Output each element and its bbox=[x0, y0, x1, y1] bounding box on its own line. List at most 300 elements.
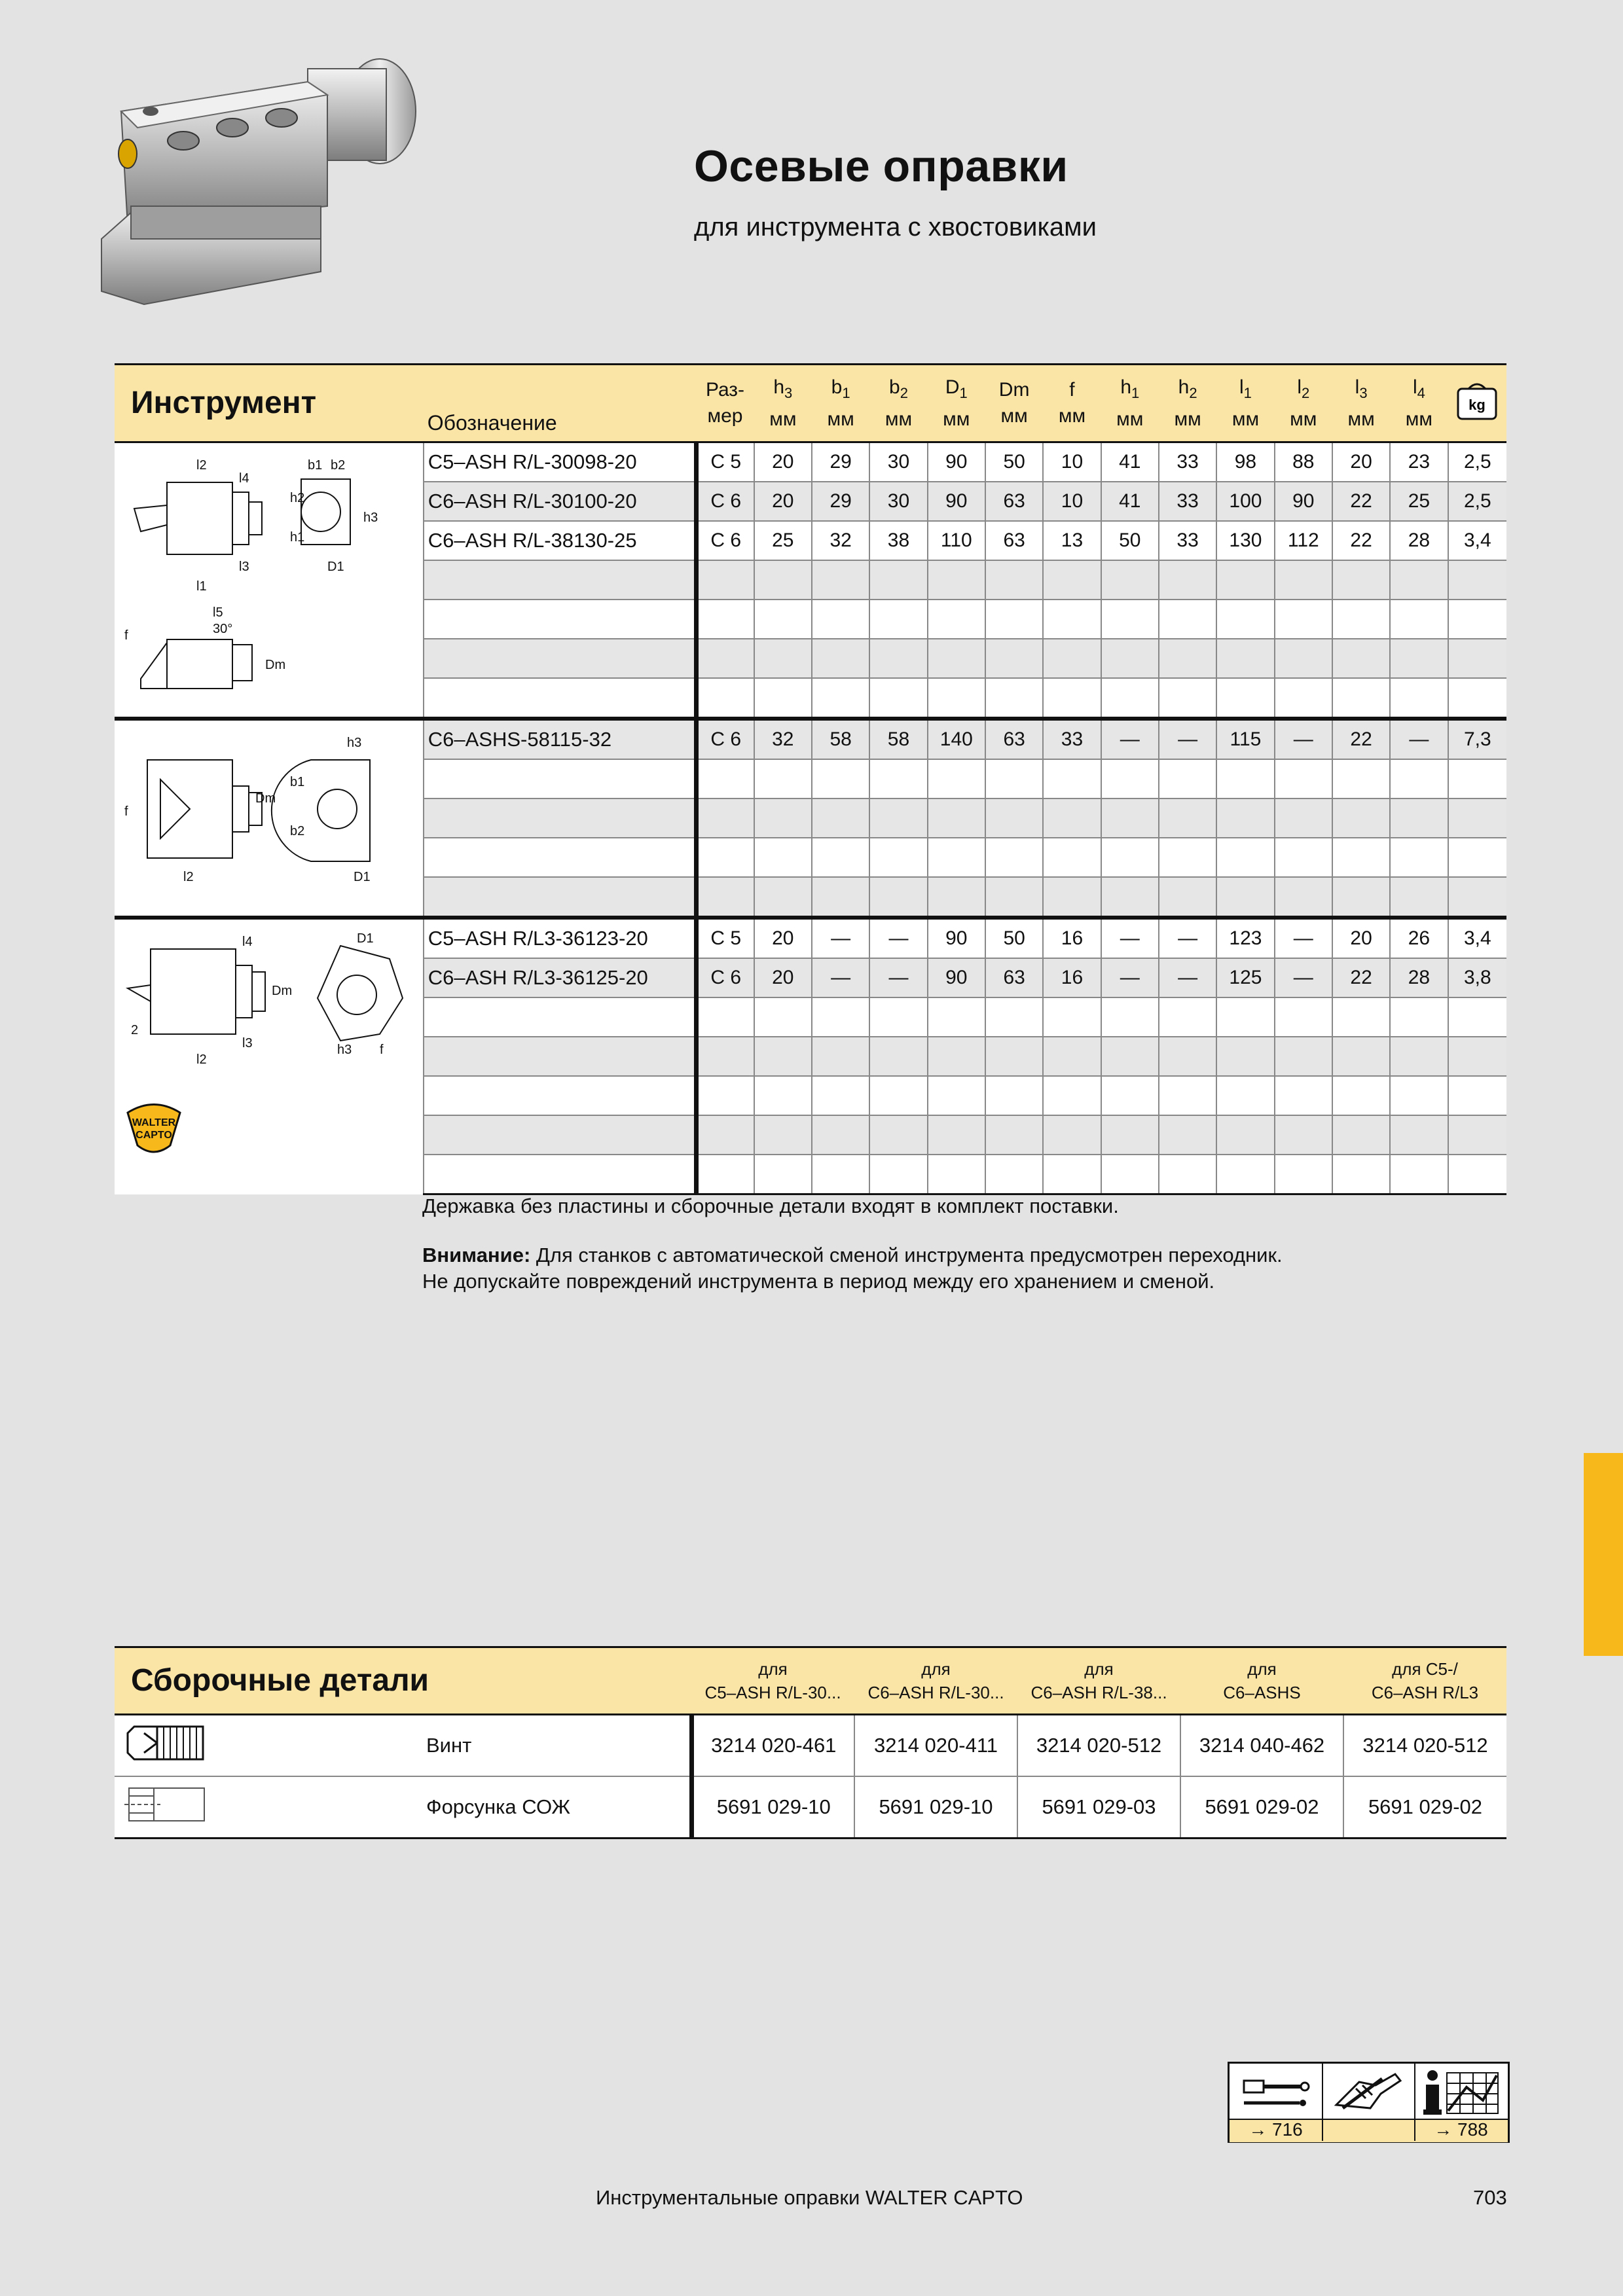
parts-table-title: Сборочные детали bbox=[115, 1647, 691, 1715]
note-damage: Не допускайте повреждений инструмента в период между его хранением и сменой. bbox=[422, 1270, 1215, 1293]
value-cell: 20 bbox=[754, 958, 812, 997]
value-cell: 41 bbox=[1101, 442, 1159, 482]
designation-cell: C6–ASH R/L-38130-25 bbox=[424, 521, 697, 560]
value-cell: 41 bbox=[1101, 482, 1159, 521]
parts-col-5: для C5-/ C6–ASH R/L3 bbox=[1343, 1647, 1506, 1715]
part-name: Форсунка СОЖ bbox=[422, 1776, 691, 1839]
svg-text:2: 2 bbox=[131, 1023, 139, 1037]
empty-cell bbox=[754, 1115, 812, 1155]
designation-cell: C6–ASH R/L-30100-20 bbox=[424, 482, 697, 521]
empty-cell bbox=[1332, 560, 1390, 600]
h1-header: $h_1$ мм bbox=[1101, 365, 1159, 442]
empty-cell bbox=[696, 560, 754, 600]
empty-cell bbox=[754, 759, 812, 798]
value-cell: C 6 bbox=[696, 719, 754, 759]
value-cell: 30 bbox=[869, 482, 927, 521]
value-cell: 20 bbox=[754, 918, 812, 958]
value-cell: 10 bbox=[1043, 482, 1101, 521]
empty-cell bbox=[1216, 1155, 1274, 1194]
value-cell: 58 bbox=[869, 719, 927, 759]
empty-cell bbox=[1390, 639, 1448, 678]
empty-cell bbox=[985, 639, 1043, 678]
empty-cell bbox=[1390, 838, 1448, 877]
empty-cell bbox=[754, 678, 812, 719]
empty-cell bbox=[985, 798, 1043, 838]
value-cell: — bbox=[1101, 719, 1159, 759]
empty-cell bbox=[1043, 560, 1101, 600]
empty-cell bbox=[812, 1037, 869, 1076]
part-number: 5691 029-10 bbox=[854, 1776, 1017, 1839]
designation-cell: C5–ASH R/L-30098-20 bbox=[424, 442, 697, 482]
designation-header: Обозначение bbox=[424, 365, 697, 442]
note-warning-text: Для станков с автоматической сменой инструмента предусмотрен переходник. bbox=[530, 1244, 1283, 1266]
empty-cell bbox=[928, 838, 985, 877]
value-cell: 63 bbox=[985, 482, 1043, 521]
value-cell: 2,5 bbox=[1448, 442, 1506, 482]
value-cell: 38 bbox=[869, 521, 927, 560]
value-cell: — bbox=[869, 918, 927, 958]
empty-cell bbox=[1448, 600, 1506, 639]
empty-cell bbox=[754, 798, 812, 838]
empty-cell bbox=[1101, 639, 1159, 678]
empty-cell bbox=[869, 1115, 927, 1155]
empty-cell bbox=[1390, 1037, 1448, 1076]
value-cell: 140 bbox=[928, 719, 985, 759]
value-cell: 23 bbox=[1390, 442, 1448, 482]
value-cell: 32 bbox=[812, 521, 869, 560]
value-cell: 33 bbox=[1159, 482, 1216, 521]
empty-cell bbox=[1159, 838, 1216, 877]
value-cell: 20 bbox=[754, 482, 812, 521]
empty-cell bbox=[869, 997, 927, 1037]
empty-cell bbox=[1101, 1115, 1159, 1155]
value-cell: — bbox=[1390, 719, 1448, 759]
value-cell: 115 bbox=[1216, 719, 1274, 759]
value-cell: 50 bbox=[1101, 521, 1159, 560]
empty-cell bbox=[1448, 678, 1506, 719]
svg-text:Dm: Dm bbox=[255, 791, 276, 806]
value-cell: 29 bbox=[812, 442, 869, 482]
empty-cell bbox=[424, 997, 697, 1037]
empty-cell bbox=[424, 560, 697, 600]
empty-cell bbox=[1216, 600, 1274, 639]
parts-col-3: для C6–ASH R/L-38... bbox=[1017, 1647, 1180, 1715]
screw-icon bbox=[115, 1715, 422, 1777]
empty-cell bbox=[812, 997, 869, 1037]
svg-text:D1: D1 bbox=[354, 870, 371, 884]
svg-text:l5: l5 bbox=[213, 605, 223, 620]
svg-text:h3: h3 bbox=[363, 511, 378, 525]
empty-cell bbox=[1159, 1037, 1216, 1076]
tool-row bbox=[115, 719, 1506, 759]
value-cell: 50 bbox=[985, 442, 1043, 482]
tool-holder-image bbox=[92, 56, 432, 314]
empty-cell bbox=[754, 877, 812, 918]
empty-cell bbox=[1159, 1115, 1216, 1155]
empty-cell bbox=[1332, 838, 1390, 877]
empty-cell bbox=[869, 759, 927, 798]
empty-cell bbox=[696, 838, 754, 877]
empty-cell bbox=[696, 600, 754, 639]
empty-cell bbox=[696, 1115, 754, 1155]
part-name: Винт bbox=[422, 1715, 691, 1777]
empty-cell bbox=[869, 678, 927, 719]
value-cell: 123 bbox=[1216, 918, 1274, 958]
empty-cell bbox=[1448, 1037, 1506, 1076]
value-cell: — bbox=[1275, 918, 1332, 958]
empty-cell bbox=[812, 678, 869, 719]
empty-cell bbox=[1390, 798, 1448, 838]
page-number: 703 bbox=[1473, 2186, 1507, 2209]
parts-col-4: для C6–ASHS bbox=[1180, 1647, 1343, 1715]
empty-cell bbox=[1043, 678, 1101, 719]
empty-cell bbox=[1216, 678, 1274, 719]
wrench-icon bbox=[1237, 2073, 1315, 2111]
empty-cell bbox=[1101, 1076, 1159, 1115]
empty-cell bbox=[812, 1115, 869, 1155]
empty-cell bbox=[1448, 997, 1506, 1037]
tool-table-title: Инструмент bbox=[115, 365, 424, 442]
empty-cell bbox=[985, 1115, 1043, 1155]
empty-cell bbox=[1275, 560, 1332, 600]
svg-text:h1: h1 bbox=[290, 530, 305, 545]
svg-text:b1: b1 bbox=[290, 775, 305, 789]
note-warning bbox=[422, 1244, 1283, 1267]
parts-col-1: для C5–ASH R/L-30... bbox=[691, 1647, 854, 1715]
value-cell: 13 bbox=[1043, 521, 1101, 560]
empty-cell bbox=[869, 1037, 927, 1076]
value-cell: 28 bbox=[1390, 521, 1448, 560]
empty-cell bbox=[1159, 600, 1216, 639]
value-cell: 20 bbox=[754, 442, 812, 482]
ref-link-788[interactable]: → 788 bbox=[1434, 2119, 1488, 2140]
empty-cell bbox=[1332, 639, 1390, 678]
empty-cell bbox=[1275, 1155, 1332, 1194]
empty-cell bbox=[754, 838, 812, 877]
value-cell: — bbox=[812, 958, 869, 997]
tool-table bbox=[115, 363, 1506, 1195]
parts-col-2: для C6–ASH R/L-30... bbox=[854, 1647, 1017, 1715]
value-cell: 25 bbox=[754, 521, 812, 560]
value-cell: 22 bbox=[1332, 958, 1390, 997]
value-cell: 16 bbox=[1043, 958, 1101, 997]
empty-cell bbox=[1390, 560, 1448, 600]
tool-drawing-2 bbox=[115, 721, 422, 910]
value-cell: 3,4 bbox=[1448, 521, 1506, 560]
svg-text:h3: h3 bbox=[347, 736, 362, 750]
value-cell: 63 bbox=[985, 958, 1043, 997]
empty-cell bbox=[1390, 759, 1448, 798]
empty-cell bbox=[869, 838, 927, 877]
svg-text:l1: l1 bbox=[196, 579, 207, 594]
empty-cell bbox=[424, 1115, 697, 1155]
hand-tool-icon bbox=[1330, 2069, 1407, 2115]
value-cell: 7,3 bbox=[1448, 719, 1506, 759]
value-cell: 22 bbox=[1332, 719, 1390, 759]
section-tab-marker bbox=[1584, 1453, 1623, 1656]
empty-cell bbox=[812, 639, 869, 678]
empty-cell bbox=[1448, 639, 1506, 678]
value-cell: 50 bbox=[985, 918, 1043, 958]
svg-text:kg: kg bbox=[1468, 396, 1486, 413]
page-title: Осевые оправки bbox=[694, 141, 1068, 191]
empty-cell bbox=[1216, 798, 1274, 838]
value-cell: 25 bbox=[1390, 482, 1448, 521]
empty-cell bbox=[1275, 600, 1332, 639]
page-subtitle: для инструмента с хвостовиками bbox=[694, 213, 1097, 242]
empty-cell bbox=[1101, 1155, 1159, 1194]
empty-cell bbox=[985, 600, 1043, 639]
empty-cell bbox=[424, 639, 697, 678]
l4-header: $l_4$ мм bbox=[1390, 365, 1448, 442]
empty-cell bbox=[1043, 759, 1101, 798]
empty-cell bbox=[1332, 997, 1390, 1037]
empty-cell bbox=[1448, 838, 1506, 877]
part-number: 5691 029-03 bbox=[1017, 1776, 1180, 1839]
svg-text:Dm: Dm bbox=[272, 984, 293, 998]
empty-cell bbox=[985, 1037, 1043, 1076]
value-cell: 26 bbox=[1390, 918, 1448, 958]
empty-cell bbox=[1275, 1115, 1332, 1155]
empty-cell bbox=[1448, 877, 1506, 918]
value-cell: — bbox=[1275, 958, 1332, 997]
svg-text:CAPTO: CAPTO bbox=[136, 1130, 173, 1141]
empty-cell bbox=[754, 1155, 812, 1194]
empty-cell bbox=[1332, 1037, 1390, 1076]
empty-cell bbox=[696, 1037, 754, 1076]
empty-cell bbox=[985, 1155, 1043, 1194]
part-number: 3214 020-512 bbox=[1343, 1715, 1506, 1777]
value-cell: 22 bbox=[1332, 521, 1390, 560]
empty-cell bbox=[869, 560, 927, 600]
l3-header: $l_3$ мм bbox=[1332, 365, 1390, 442]
l1-header: $l_1$ мм bbox=[1216, 365, 1274, 442]
empty-cell bbox=[1159, 639, 1216, 678]
value-cell: 28 bbox=[1390, 958, 1448, 997]
d1-header: $D_1$ мм bbox=[928, 365, 985, 442]
empty-cell bbox=[696, 1155, 754, 1194]
empty-cell bbox=[696, 759, 754, 798]
empty-cell bbox=[1101, 560, 1159, 600]
empty-cell bbox=[812, 798, 869, 838]
svg-text:l4: l4 bbox=[242, 935, 253, 949]
svg-text:30°: 30° bbox=[213, 622, 233, 636]
empty-cell bbox=[1216, 639, 1274, 678]
empty-cell bbox=[424, 759, 697, 798]
empty-cell bbox=[1275, 877, 1332, 918]
parts-row-screw bbox=[115, 1715, 1506, 1777]
value-cell: 16 bbox=[1043, 918, 1101, 958]
value-cell: — bbox=[1159, 958, 1216, 997]
empty-cell bbox=[1275, 997, 1332, 1037]
value-cell: 20 bbox=[1332, 918, 1390, 958]
empty-cell bbox=[1275, 1037, 1332, 1076]
value-cell: 90 bbox=[1275, 482, 1332, 521]
designation-cell: C5–ASH R/L3-36123-20 bbox=[424, 918, 697, 958]
empty-cell bbox=[1101, 759, 1159, 798]
designation-cell: C6–ASHS-58115-32 bbox=[424, 719, 697, 759]
empty-cell bbox=[1159, 678, 1216, 719]
empty-cell bbox=[424, 1155, 697, 1194]
empty-cell bbox=[985, 1076, 1043, 1115]
empty-cell bbox=[928, 1155, 985, 1194]
empty-cell bbox=[1275, 678, 1332, 719]
parts-table-header bbox=[115, 1647, 1506, 1715]
tool-drawing-3 bbox=[115, 920, 422, 1181]
value-cell: — bbox=[1101, 958, 1159, 997]
value-cell: 100 bbox=[1216, 482, 1274, 521]
empty-cell bbox=[1332, 1115, 1390, 1155]
empty-cell bbox=[1101, 838, 1159, 877]
value-cell: — bbox=[1159, 719, 1216, 759]
note-warning-label: Внимание: bbox=[422, 1244, 531, 1266]
empty-cell bbox=[1332, 877, 1390, 918]
value-cell: C 5 bbox=[696, 442, 754, 482]
value-cell: 2,5 bbox=[1448, 482, 1506, 521]
empty-cell bbox=[812, 600, 869, 639]
empty-cell bbox=[985, 759, 1043, 798]
value-cell: — bbox=[1275, 719, 1332, 759]
empty-cell bbox=[812, 1076, 869, 1115]
svg-text:f: f bbox=[380, 1043, 384, 1057]
tool-row bbox=[115, 918, 1506, 958]
empty-cell bbox=[985, 678, 1043, 719]
empty-cell bbox=[1043, 1076, 1101, 1115]
b1-header: $b_1$ мм bbox=[812, 365, 869, 442]
empty-cell bbox=[985, 997, 1043, 1037]
empty-cell bbox=[928, 759, 985, 798]
value-cell: 112 bbox=[1275, 521, 1332, 560]
value-cell: C 6 bbox=[696, 482, 754, 521]
value-cell: 29 bbox=[812, 482, 869, 521]
empty-cell bbox=[1216, 560, 1274, 600]
empty-cell bbox=[1043, 1115, 1101, 1155]
empty-cell bbox=[1043, 639, 1101, 678]
part-number: 5691 029-02 bbox=[1180, 1776, 1343, 1839]
empty-cell bbox=[696, 997, 754, 1037]
empty-cell bbox=[1275, 639, 1332, 678]
empty-cell bbox=[985, 560, 1043, 600]
empty-cell bbox=[812, 877, 869, 918]
svg-text:l4: l4 bbox=[239, 471, 249, 486]
weight-header bbox=[1448, 365, 1506, 442]
empty-cell bbox=[1332, 798, 1390, 838]
tool-drawing-1 bbox=[115, 443, 422, 705]
svg-text:h2: h2 bbox=[290, 491, 305, 505]
value-cell: C 6 bbox=[696, 958, 754, 997]
value-cell: C 6 bbox=[696, 521, 754, 560]
empty-cell bbox=[754, 560, 812, 600]
empty-cell bbox=[1101, 600, 1159, 639]
empty-cell bbox=[1448, 1115, 1506, 1155]
drawing-cell-1 bbox=[115, 442, 424, 719]
empty-cell bbox=[1216, 1115, 1274, 1155]
svg-text:f: f bbox=[124, 628, 128, 643]
l2-header: $l_2$ мм bbox=[1275, 365, 1332, 442]
empty-cell bbox=[1159, 560, 1216, 600]
empty-cell bbox=[928, 560, 985, 600]
empty-cell bbox=[424, 798, 697, 838]
empty-cell bbox=[812, 759, 869, 798]
value-cell: 58 bbox=[812, 719, 869, 759]
empty-cell bbox=[1448, 759, 1506, 798]
empty-cell bbox=[1390, 600, 1448, 639]
empty-cell bbox=[928, 639, 985, 678]
empty-cell bbox=[754, 1076, 812, 1115]
empty-cell bbox=[869, 639, 927, 678]
empty-cell bbox=[869, 1076, 927, 1115]
svg-text:l3: l3 bbox=[242, 1036, 253, 1050]
empty-cell bbox=[928, 678, 985, 719]
value-cell: — bbox=[1159, 918, 1216, 958]
empty-cell bbox=[1216, 759, 1274, 798]
weight-icon bbox=[1454, 377, 1500, 423]
walter-capto-badge bbox=[128, 1105, 180, 1153]
empty-cell bbox=[928, 798, 985, 838]
svg-text:l2: l2 bbox=[196, 1052, 207, 1067]
empty-cell bbox=[424, 678, 697, 719]
h3-header: $h_3$ мм bbox=[754, 365, 812, 442]
empty-cell bbox=[1216, 877, 1274, 918]
empty-cell bbox=[1332, 759, 1390, 798]
empty-cell bbox=[696, 1076, 754, 1115]
empty-cell bbox=[1332, 600, 1390, 639]
empty-cell bbox=[1043, 600, 1101, 639]
empty-cell bbox=[754, 1037, 812, 1076]
empty-cell bbox=[424, 600, 697, 639]
empty-cell bbox=[869, 877, 927, 918]
empty-cell bbox=[869, 1155, 927, 1194]
empty-cell bbox=[696, 877, 754, 918]
empty-cell bbox=[1043, 1037, 1101, 1076]
empty-cell bbox=[1159, 759, 1216, 798]
value-cell: 130 bbox=[1216, 521, 1274, 560]
value-cell: 63 bbox=[985, 719, 1043, 759]
part-number: 3214 020-411 bbox=[854, 1715, 1017, 1777]
value-cell: 32 bbox=[754, 719, 812, 759]
empty-cell bbox=[1332, 1076, 1390, 1115]
value-cell: 33 bbox=[1159, 442, 1216, 482]
svg-text:h3: h3 bbox=[337, 1043, 352, 1057]
empty-cell bbox=[1159, 997, 1216, 1037]
svg-text:l2: l2 bbox=[196, 458, 207, 473]
svg-text:b1: b1 bbox=[308, 458, 323, 473]
empty-cell bbox=[696, 678, 754, 719]
empty-cell bbox=[1101, 877, 1159, 918]
designation-cell: C6–ASH R/L3-36125-20 bbox=[424, 958, 697, 997]
svg-text:D1: D1 bbox=[327, 560, 344, 574]
empty-cell bbox=[1043, 877, 1101, 918]
ref-link-716[interactable]: → 716 bbox=[1249, 2119, 1303, 2140]
value-cell: 33 bbox=[1159, 521, 1216, 560]
svg-text:WALTER: WALTER bbox=[132, 1117, 176, 1128]
empty-cell bbox=[1275, 1076, 1332, 1115]
empty-cell bbox=[1216, 838, 1274, 877]
svg-text:l2: l2 bbox=[183, 870, 194, 884]
svg-text:b2: b2 bbox=[331, 458, 346, 473]
empty-cell bbox=[1332, 1155, 1390, 1194]
value-cell: 3,4 bbox=[1448, 918, 1506, 958]
value-cell: — bbox=[869, 958, 927, 997]
coolant-nozzle-icon bbox=[115, 1776, 422, 1839]
empty-cell bbox=[424, 838, 697, 877]
empty-cell bbox=[1332, 678, 1390, 719]
tool-table-header bbox=[115, 365, 1506, 442]
empty-cell bbox=[1043, 1155, 1101, 1194]
empty-cell bbox=[1043, 798, 1101, 838]
empty-cell bbox=[985, 838, 1043, 877]
value-cell: C 5 bbox=[696, 918, 754, 958]
